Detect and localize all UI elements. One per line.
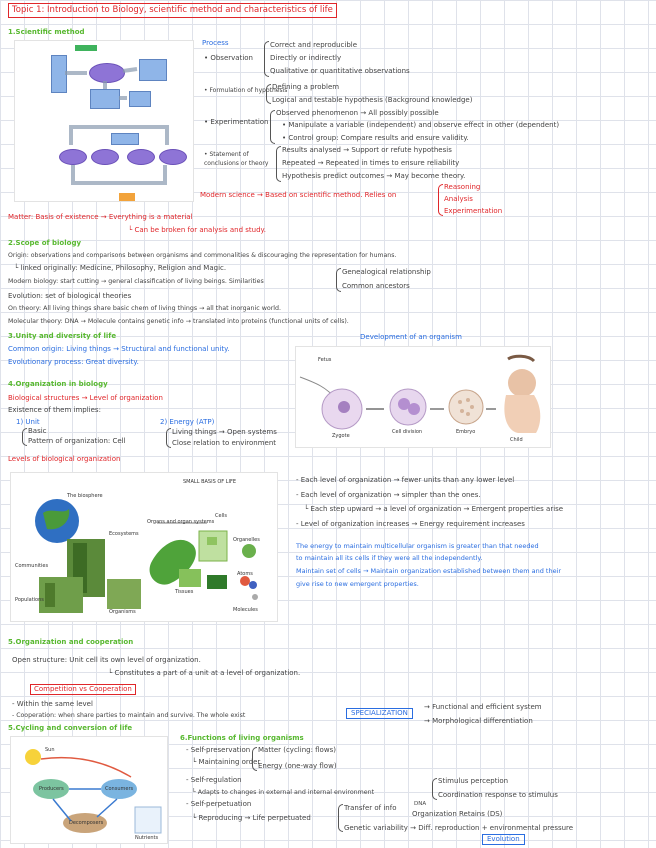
diagram-tag [119,193,135,201]
unity-line: Common origin: Living things → Structural and functional unity. [8,345,230,353]
levels-figure [10,472,278,622]
development-drawing [296,347,550,447]
function-item: └ Adapts to changes in external and internal environment [192,789,375,796]
development-label: Embryo [456,429,476,435]
modern-item: Reasoning [444,183,481,191]
section-5-heading: 5.Organization and cooperation [8,638,134,646]
modern-science-line: Modern science → Based on scientific method. Relies on [200,191,397,199]
section-2-heading: 2.Scope of biology [8,239,82,247]
development-label: Cell division [392,429,423,435]
hypothesis-label: • Formulation of hypothesis [204,87,288,94]
perpetuation-item: Genetic variability → Diff. reproduction + environmental pressure [344,824,574,832]
cycling-label: Sun [45,747,55,753]
energy-item: Living things → Open systems [172,428,277,436]
scope-line: Origin: observations and comparisons between organisms and commonalities & discouraging the representation for humans. [8,252,397,259]
statement-item: Hypothesis predict outcomes → May become theory. [282,172,466,180]
energy-title: 2) Energy (ATP) [160,418,215,426]
cooperation-line: - Cooperation: when share parties to maintain and survive. The whole exist [12,712,246,719]
perpetuation-item: DNA [414,801,427,807]
level-label: Molecules [233,607,258,613]
scope-line: Evolution: set of biological theories [8,292,132,300]
modern-item: Analysis [444,195,473,203]
levels-line: Biological structures → Level of organization [8,394,163,402]
level-label: Tissues [175,589,194,595]
cycling-figure [10,736,168,844]
cycling-drawing [11,737,167,843]
unity-line: Evolutionary process: Great diversity. [8,358,139,366]
development-figure [295,346,551,448]
observation-label: • Observation [204,54,253,62]
unit-title: 1) Unit [16,418,40,426]
existence-line: Existence of them implies: [8,406,101,414]
scope-line: Molecular theory: DNA → Molecule contains genetic info → translated into proteins (functional units of cells). [8,318,349,325]
similarity-item: Genealogical relationship [342,268,431,276]
scientific-method-diagram [14,40,194,202]
modern-item: Experimentation [444,207,503,215]
specialization-box: SPECIALIZATION [346,708,413,719]
perpetuation-item: Organization Retains (DS) [412,810,503,818]
development-label: Child [510,437,523,443]
section-4-heading: 4.Organization in biology [8,380,108,388]
page-title: Topic 1: Introduction to Biology, scientific method and characteristics of life [8,3,337,18]
perpetuation-item: Transfer of info [344,804,397,812]
unit-item: Basic [28,427,47,435]
function-item: └ Reproducing → Life perpetuated [192,814,311,822]
observation-item: Directly or indirectly [270,54,342,62]
maintain-item: Matter (cycling: flows) [258,746,336,754]
regulation-item: Coordination response to stimulus [438,791,558,799]
competition-vs-cooperation: Competition vs Cooperation [30,684,136,695]
energy-note: give rise to new emergent properties. [296,580,419,588]
hypothesis-item: Defining a problem [272,83,340,91]
hypothesis-item: Logical and testable hypothesis (Background knowledge) [272,96,473,104]
levels-drawing [11,473,277,621]
cooperation-line: └ Constitutes a part of a unit at a level of organization. [108,669,301,677]
function-item: - Self-preservation [186,746,251,754]
functions-heading: 6.Functions of living organisms [180,734,304,742]
experimentation-item: • Manipulate a variable (independent) and observe effect in other (dependent) [282,121,560,129]
level-point: └ Each step upward → a level of organization → Emergent properties arise [304,505,564,513]
scope-line: Modern biology: start cutting → general classification of living beings. Similarities [8,278,264,285]
observation-item: Correct and reproducible [270,41,358,49]
energy-note: The energy to maintain multicellular organism is greater than that needed [296,542,539,550]
level-point: - Each level of organization → fewer units than any lower level [296,476,515,484]
statement-label: • Statement of conclusions or theory [204,151,269,167]
regulation-item: Stimulus perception [438,777,509,785]
statement-item: Repeated → Repeated in times to ensure reliability [282,159,460,167]
diagram-arrows [15,41,193,201]
cooperation-line: Open structure: Unit cell its own level of organization. [12,656,201,664]
level-label: Populations [15,597,44,603]
specialization-item: → Functional and efficient system [424,703,542,711]
level-label: Communities [15,563,49,569]
specialization-item: → Morphological differentiation [424,717,533,725]
matter-line-2: └ Can be broken for analysis and study. [128,226,266,234]
scope-line: └ linked originally: Medicine, Philosophy, Religion and Magic. [14,264,227,272]
function-item: - Self-perpetuation [186,800,252,808]
energy-note: Maintain set of cells → Maintain organization established between them and their [296,567,562,575]
level-label: Organs and organ systems [147,519,215,525]
unit-item: Pattern of organization: Cell [28,437,126,445]
energy-note: to maintain all its cells if they were all the independently. [296,554,483,562]
process-label: Process [202,39,229,47]
energy-item: Close relation to environment [172,439,277,447]
level-label: Ecosystems [109,531,139,537]
section-6-heading: 5.Cycling and conversion of life [8,724,133,732]
similarity-item: Common ancestors [342,282,410,290]
development-caption: Development of an organism [360,333,462,341]
levels-of-organization: Levels of biological organization [8,455,121,463]
evolution-box: Evolution [482,834,525,845]
level-point: - Level of organization increases → Energy requirement increases [296,520,525,528]
function-item: - Self-regulation [186,776,242,784]
level-label: The biosphere [67,493,103,499]
cycling-label: Consumers [105,786,134,792]
cycling-label: Decomposers [69,820,104,826]
experimentation-label: • Experimentation [204,118,269,126]
level-label: Atoms [237,571,253,577]
experimentation-item: • Control group: Compare results and ensure validity. [282,134,469,142]
level-point: - Each level of organization → simpler than the ones. [296,491,481,499]
experimentation-item: Observed phenomenon → All possibly possible [276,109,439,117]
level-label: SMALL BASIS OF LIFE [183,479,237,485]
function-item: └ Maintaining order [192,758,261,766]
scope-line: On theory: All living things share basic chem of living things → all that inorganic world. [8,305,282,312]
level-label: Organelles [233,537,260,543]
level-label: Cells [215,513,227,519]
cycling-label: Producers [39,786,64,792]
cycling-label: Nutrients [135,835,159,841]
development-label: Fetus [318,357,332,363]
section-1-heading: 1.Scientific method [8,28,85,36]
statement-item: Results analysed → Support or refute hypothesis [282,146,452,154]
development-label: Zygote [332,433,350,439]
section-3-heading: 3.Unity and diversity of life [8,332,117,340]
maintain-item: Energy (one-way flow) [258,762,337,770]
cooperation-line: - Within the same level [12,700,93,708]
matter-line: Matter: Basis of existence → Everything is a material [8,213,193,221]
observation-item: Qualitative or quantitative observations [270,67,410,75]
level-label: Organisms [109,609,136,615]
